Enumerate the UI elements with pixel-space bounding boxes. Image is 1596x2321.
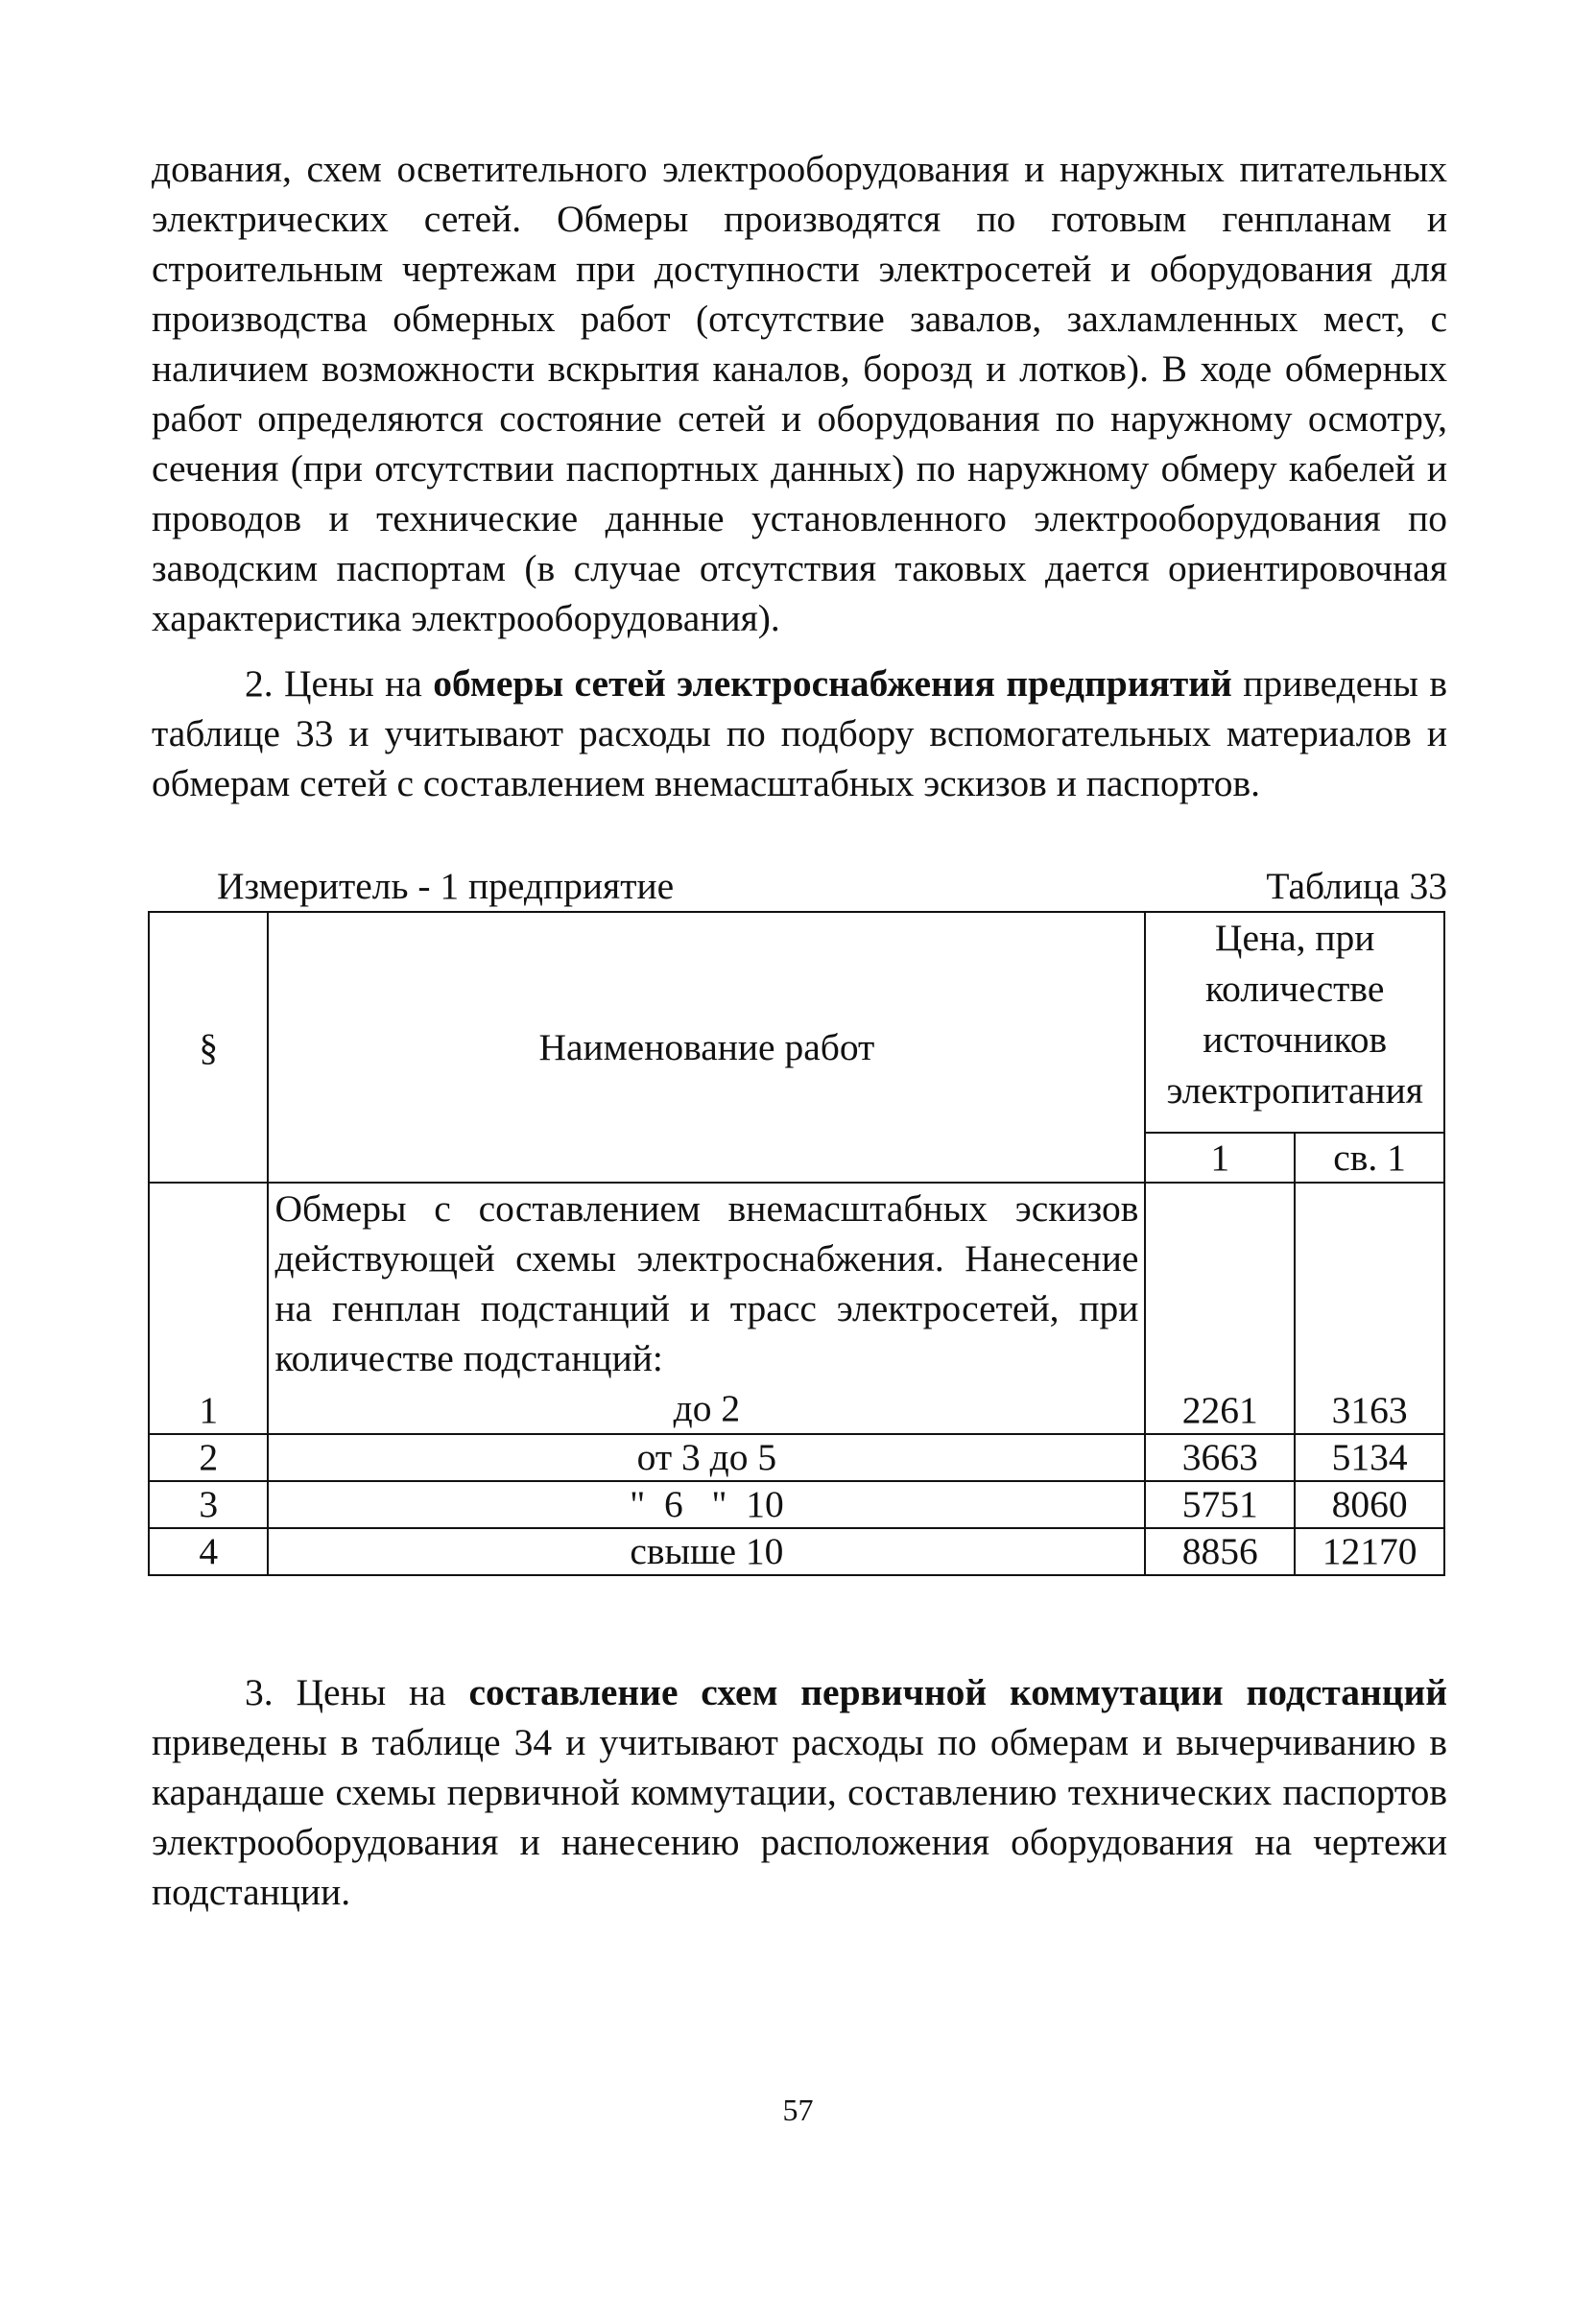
header-work-name: Наименование работ (268, 912, 1145, 1183)
table-row (149, 1183, 1444, 1434)
row-name-cell (268, 1183, 1145, 1434)
row-name: свыше 10 (268, 1528, 1145, 1575)
row-price-2: 8060 (1295, 1481, 1444, 1528)
table-label: Таблица 33 (1266, 865, 1447, 907)
row-number: 1 (149, 1183, 268, 1434)
table-row (149, 1434, 1444, 1481)
row-price-2: 5134 (1295, 1434, 1444, 1481)
row-name: от 3 до 5 (268, 1434, 1145, 1481)
section-2-lead: Цены на (284, 662, 422, 705)
row-number: 3 (149, 1481, 268, 1528)
header-sub-2: св. 1 (1295, 1133, 1444, 1183)
section-3-lead: Цены на (296, 1671, 446, 1713)
section-3-paragraph (152, 1667, 1447, 1917)
header-price: Цена, при количестве источников электропитания (1145, 912, 1444, 1133)
section-2-paragraph (152, 658, 1447, 808)
section-3-bold: составление схем первичной коммутации подстанций (468, 1671, 1448, 1713)
row-price-1: 3663 (1145, 1434, 1295, 1481)
table-header-row (149, 912, 1444, 1133)
row-name: до 2 (673, 1387, 741, 1429)
row-price-1: 8856 (1145, 1528, 1295, 1575)
table-row (149, 1528, 1444, 1575)
row-price-1: 2261 (1145, 1183, 1295, 1434)
section-2-rest: приведены в таблице 33 и учитывают расходы по подбору вспомогательных материалов и обмерам сетей с составлением внемасштабных эскизов и паспортов. (152, 662, 1448, 804)
header-section-sign: § (149, 912, 268, 1183)
page-content (152, 144, 1447, 1917)
price-table (148, 911, 1445, 1576)
section-2-number: 2. (245, 662, 274, 705)
row-number: 4 (149, 1528, 268, 1575)
section-2-bold: обмеры сетей электроснабжения предприятий (433, 662, 1232, 705)
row-price-1: 5751 (1145, 1481, 1295, 1528)
row-price-2: 3163 (1295, 1183, 1444, 1434)
intro-paragraph: дования, схем осветительного электрооборудования и наружных питательных электрических сетей. Обмеры производятся по готовым генпланам и строительным чертежам при доступности электросетей и оборудования для производства обмерных работ (отсутствие завалов, захламленных мест, с наличием возможности вскрытия каналов, борозд и лотков). В ходе обмерных работ определяются состояние сетей и оборудования по наружному осмотру, сечения (при отсутствии паспортных данных) по наружному обмеру кабелей и проводов и технические данные установленного электрооборудования по заводским паспортам (в случае отсутствия таковых дается ориентировочная характеристика электрооборудования). (152, 148, 1447, 639)
row-price-2: 12170 (1295, 1528, 1444, 1575)
row-name: " 6 " 10 (268, 1481, 1145, 1528)
header-sub-1: 1 (1145, 1133, 1295, 1183)
table-measure: Измеритель - 1 предприятие (217, 865, 675, 907)
table-caption (152, 861, 1447, 911)
section-3-number: 3. (245, 1671, 274, 1713)
section-3-rest: приведены в таблице 34 и учитывают расходы по обмерам и вычерчиванию в карандаше схемы первичной коммутации, составлению технических паспортов электрооборудования и нанесению расположения оборудования на чертежи подстанции. (152, 1721, 1447, 1913)
page-number: 57 (782, 2093, 814, 2127)
group-title: Обмеры с составлением внемасштабных эскизов действующей схемы электроснабжения. Нанесение на генплан подстанций и трасс электросетей, при количестве подстанций: (274, 1187, 1139, 1379)
row-number: 2 (149, 1434, 268, 1481)
table-row (149, 1481, 1444, 1528)
